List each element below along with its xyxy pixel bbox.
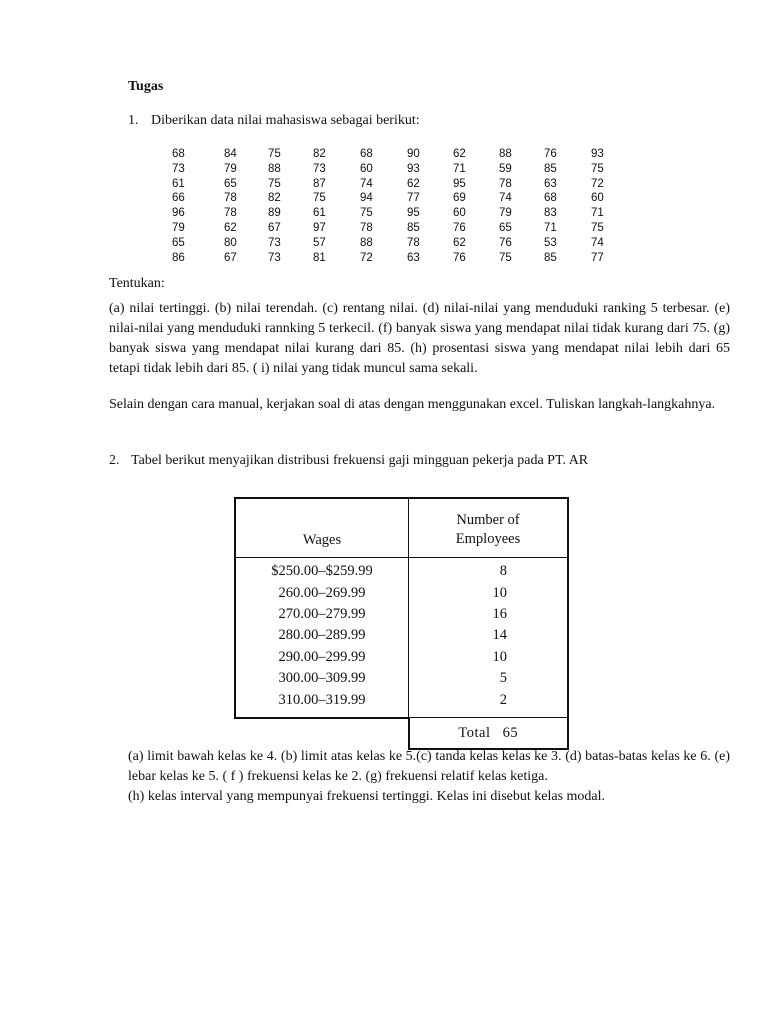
score-cell: 75 [591,221,604,234]
score-cell: 74 [360,177,373,190]
score-cell: 75 [268,177,281,190]
score-cell: 94 [360,192,373,205]
score-row [172,162,621,177]
score-cell: 65 [499,221,512,234]
score-cell: 76 [499,236,512,249]
score-cell: 63 [544,177,557,190]
score-cell: 72 [591,177,604,190]
score-cell: 68 [360,148,373,160]
employee-count-cell: 10 [409,647,569,668]
wage-row [235,689,568,717]
wage-row [235,582,568,603]
question-1-number: 1. [128,113,139,128]
score-row [172,191,621,206]
score-cell: 62 [453,148,466,160]
score-cell: 87 [313,177,326,190]
question-2-tasks-line2: (h) kelas interval yang mempunyai frekuensi tertinggi. Kelas ini disebut kelas modal. [128,789,606,804]
score-cell: 65 [172,236,185,249]
score-cell: 68 [172,148,185,160]
score-cell: 90 [407,148,420,160]
score-cell: 67 [224,251,237,264]
score-cell: 73 [313,162,326,175]
score-cell: 75 [360,207,373,220]
score-row [172,251,621,266]
header-employees [409,498,569,558]
score-cell: 61 [313,207,326,220]
question-1-text: Diberikan data nilai mahasiswa sebagai berikut: [151,113,420,128]
total-value: 65 [502,724,519,741]
student-scores-table [172,147,621,265]
score-cell: 81 [313,251,326,264]
wage-row [235,604,568,625]
question-1-heading [128,113,420,129]
score-cell: 65 [224,177,237,190]
wage-row [235,558,568,583]
score-cell: 76 [453,221,466,234]
score-cell: 78 [224,207,237,220]
score-cell: 79 [499,207,512,220]
wage-range-cell: 290.00–299.99 [235,647,409,668]
score-cell: 88 [360,236,373,249]
score-cell: 88 [268,162,281,175]
score-row [172,177,621,192]
wage-range-cell: 280.00–289.99 [235,625,409,646]
wage-row [235,668,568,689]
employee-count-cell: 8 [409,558,569,583]
score-cell: 85 [407,221,420,234]
score-cell: 62 [224,221,237,234]
score-cell: 60 [360,162,373,175]
score-cell: 93 [591,148,604,160]
score-cell: 82 [268,192,281,205]
score-cell: 77 [407,192,420,205]
score-cell: 53 [544,236,557,249]
page-title: Tugas [128,79,164,94]
score-row [172,206,621,221]
score-cell: 78 [407,236,420,249]
score-cell: 78 [499,177,512,190]
score-cell: 80 [224,236,237,249]
score-cell: 78 [360,221,373,234]
score-cell: 89 [268,207,281,220]
wage-frequency-table [234,497,569,750]
score-cell: 84 [224,148,237,160]
score-cell: 60 [591,192,604,205]
score-cell: 95 [453,177,466,190]
score-cell: 76 [453,251,466,264]
score-cell: 73 [172,162,185,175]
wage-range-cell: 270.00–279.99 [235,604,409,625]
wage-row [235,625,568,646]
score-cell: 86 [172,251,185,264]
score-cell: 73 [268,251,281,264]
score-cell: 85 [544,162,557,175]
score-cell: 93 [407,162,420,175]
score-cell: 71 [591,207,604,220]
wage-range-cell: $250.00–$259.99 [235,558,409,583]
score-cell: 73 [268,236,281,249]
wage-range-cell: 260.00–269.99 [235,582,409,603]
header-employees-line1: Number of [456,512,520,528]
wage-range-cell: 310.00–319.99 [235,689,409,717]
score-cell: 57 [313,236,326,249]
score-cell: 71 [453,162,466,175]
score-row [172,147,621,162]
score-cell: 69 [453,192,466,205]
score-cell: 79 [224,162,237,175]
header-employees-line2: Employees [455,531,521,547]
employee-count-cell: 5 [409,668,569,689]
question-2-tasks [128,747,730,807]
score-cell: 82 [313,148,326,160]
score-cell: 95 [407,207,420,220]
score-cell: 79 [172,221,185,234]
score-cell: 85 [544,251,557,264]
score-cell: 97 [313,221,326,234]
score-cell: 62 [453,236,466,249]
score-row [172,236,621,251]
score-cell: 96 [172,207,185,220]
wage-row [235,647,568,668]
score-cell: 72 [360,251,373,264]
question-2-tasks-line1: (a) limit bawah kelas ke 4. (b) limit atas kelas ke 5.(c) tanda kelas kelas ke 3. (d) batas-batas kelas ke 6. (e) lebar kelas ke 5. ( f ) frekuensi kelas ke 2. (g) frekuensi relatif kelas ketiga. [128,749,730,784]
score-cell: 74 [499,192,512,205]
score-cell: 75 [591,162,604,175]
employee-count-cell: 10 [409,582,569,603]
score-cell: 67 [268,221,281,234]
score-cell: 74 [591,236,604,249]
employee-count-cell: 16 [409,604,569,625]
score-cell: 60 [453,207,466,220]
question-1-tasks: (a) nilai tertinggi. (b) nilai terendah. (c) rentang nilai. (d) nilai-nilai yang menduduki ranking 5 terbesar. (e) nilai-nilai yang menduduki rannking 5 terkecil. (f) banyak siswa yang mendapat nilai tidak kurang dari 75. (g) banyak siswa yang mendapat nilai kurang dari 85. (h) prosentasi siswa yang mendapat nilai lebih dari 65 tetapi tidak lebih dari 85. ( i) nilai yang tidak muncul sama sekali. [109,301,730,376]
score-cell: 83 [544,207,557,220]
score-cell: 75 [313,192,326,205]
score-row [172,221,621,236]
score-cell: 71 [544,221,557,234]
score-cell: 61 [172,177,185,190]
question-2-text: Tabel berikut menyajikan distribusi frekuensi gaji mingguan pekerja pada PT. AR [131,453,589,468]
question-2-number: 2. [109,453,120,468]
total-label: Total [458,724,491,741]
tentukan-label: Tentukan: [109,276,165,291]
excel-instruction: Selain dengan cara manual, kerjakan soal di atas dengan menggunakan excel. Tuliskan langkah-langkahnya. [109,397,716,412]
score-cell: 78 [224,192,237,205]
score-cell: 62 [407,177,420,190]
score-cell: 88 [499,148,512,160]
score-cell: 68 [544,192,557,205]
total-cell [409,718,569,750]
score-cell: 59 [499,162,512,175]
employee-count-cell: 14 [409,625,569,646]
score-cell: 75 [268,148,281,160]
score-cell: 66 [172,192,185,205]
question-2-heading [109,451,730,471]
score-cell: 75 [499,251,512,264]
score-cell: 76 [544,148,557,160]
wage-range-cell: 300.00–309.99 [235,668,409,689]
score-cell: 63 [407,251,420,264]
header-wages: Wages [235,498,409,558]
employee-count-cell: 2 [409,689,569,717]
score-cell: 77 [591,251,604,264]
